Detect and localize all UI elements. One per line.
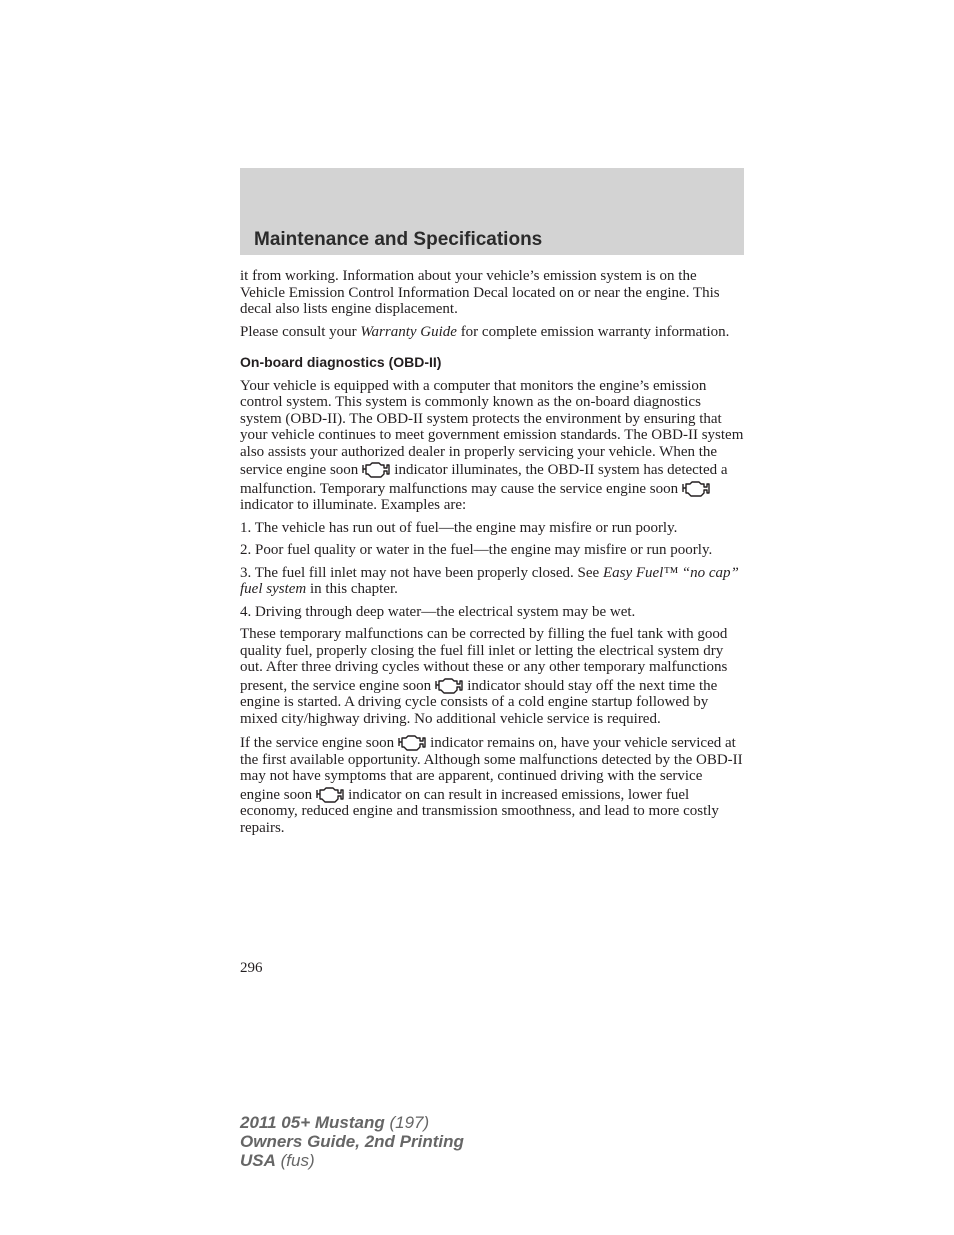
list-item	[240, 565, 744, 598]
engine-icon	[361, 460, 391, 478]
engine-icon	[434, 676, 464, 694]
engine-icon	[397, 733, 427, 751]
footer-market-code: (fus)	[275, 1151, 315, 1170]
document-footer	[240, 1113, 464, 1170]
paragraph-obd-intro	[240, 378, 744, 514]
text-run: indicator illuminates, the OBD-II system has detected a malfunction. Temporary malfunctions may cause the service engine soon	[240, 462, 728, 497]
text-run: indicator on can result in increased emissions, lower fuel economy, reduced engine and transmission smoothness, and lead to more costly repairs.	[240, 786, 719, 836]
footer-line	[240, 1151, 464, 1170]
paragraph-indicator-remains-on	[240, 733, 744, 836]
text-run: in this chapter.	[306, 581, 398, 597]
text-run: Please consult your	[240, 323, 361, 340]
footer-model-code: (197)	[384, 1113, 430, 1132]
footer-line	[240, 1113, 464, 1132]
list-item: 1. The vehicle has run out of fuel—the engine may misfire or run poorly.	[240, 519, 678, 536]
text-run: Your vehicle is equipped with a computer that monitors the engine’s emission control system. This system is commonly known as the on-board diagnostics system (OBD-II). The OBD-II system protects the environment by ensuring that your vehicle continues to meet government emission standards. The OBD-II system also assists your authorized dealer in properly servicing your vehicle. When the service engine soon	[240, 377, 744, 478]
page-body	[240, 268, 744, 842]
footer-market: USA	[240, 1151, 276, 1170]
text-run: indicator should stay off the next time the engine is started. A driving cycle consists of a cold engine startup followed by mixed city/highway driving. No additional vehicle service is required.	[240, 677, 718, 727]
text-run: for complete emission warranty information.	[456, 323, 730, 340]
paragraph-warranty	[240, 324, 744, 341]
footer-model: 2011 05+ Mustang	[240, 1113, 385, 1132]
footer-line	[240, 1132, 464, 1151]
list-item: 2. Poor fuel quality or water in the fuel—the engine may misfire or run poorly.	[240, 542, 713, 558]
text-run: These temporary malfunctions can be corrected by filling the fuel tank with good quality fuel, properly closing the fuel fill inlet or letting the electrical system dry out. After three driving cycles without these or any other temporary malfunctions present, the service engine soon	[240, 626, 728, 694]
section-title: Maintenance and Specifications	[254, 229, 543, 250]
page-number: 296	[240, 960, 263, 976]
text-run: 3. The fuel fill inlet may not have been properly closed. See	[240, 564, 603, 581]
engine-icon	[681, 479, 711, 497]
obd-heading: On-board diagnostics (OBD-II)	[240, 354, 442, 370]
engine-icon	[315, 785, 345, 803]
paragraph-emission-info: it from working. Information about your vehicle’s emission system is on the Vehicle Emission Control Information Decal located on or near the engine. This decal also lists engine displacement.	[240, 268, 720, 317]
text-run: If the service engine soon	[240, 735, 395, 751]
text-run: indicator to illuminate. Examples are:	[240, 497, 467, 513]
list-item: 4. Driving through deep water—the electrical system may be wet.	[240, 603, 636, 620]
warranty-guide-reference: Warranty Guide	[360, 323, 457, 340]
easy-fuel-reference: Easy Fuel™ “no cap” fuel system	[240, 564, 739, 597]
paragraph-temporary-malfunctions	[240, 626, 744, 727]
text-run: indicator remains on, have your vehicle serviced at the first available opportunity. Although some malfunctions detected by the OBD-II may not have symptoms that are apparent, continued driving with the service engine soon	[240, 735, 743, 803]
footer-edition: Owners Guide, 2nd Printing	[240, 1132, 464, 1151]
section-header-band	[240, 168, 744, 255]
